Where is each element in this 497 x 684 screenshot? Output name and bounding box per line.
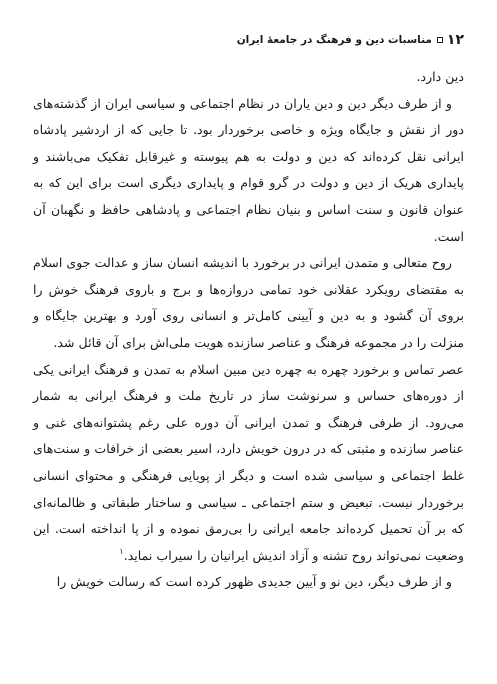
paragraph-text: و از طرف دیگر، دین نو و آیین جدیدی ظهور کرده است که رسالت خویش را xyxy=(56,574,452,590)
paragraph xyxy=(33,64,464,91)
footnote-reference[interactable]: ۱ xyxy=(119,546,124,556)
square-bullet-icon xyxy=(437,37,443,43)
body-text xyxy=(33,64,464,596)
running-title: مناسبات دین و فرهنگ در جامعهٔ ایران xyxy=(236,34,432,46)
paragraph xyxy=(33,250,464,356)
paragraph xyxy=(33,357,464,570)
page-number: ۱۲ xyxy=(446,32,464,48)
paragraph xyxy=(33,569,464,596)
paragraph-text: روح متعالی و متمدن ایرانی در برخورد با اندیشه انسان ساز و عدالت جوی اسلام به مقتضای رویکرد عقلانی خود تمامی دروازه‌ها و برج و باروی فرهنگ خوش را بروی آن گشود و به دین و آیینی کامل‌تر و انسانی روی آورد و بهترین جایگاه و منزلت را در مجموعه فرهنگ و عناصر سازنده هویت ملی‌اش برای آن قائل شد. xyxy=(33,255,464,350)
paragraph-text: دین دارد. xyxy=(416,69,464,84)
running-header xyxy=(33,30,464,50)
paragraph-text: عصر تماس و برخورد چهره به چهره دین مبین اسلام به تمدن و فرهنگ ایرانی یکی از دوره‌های حساس و سرنوشت ساز در تاریخ ملت و فرهنگ ایرانی به شمار می‌رود. از طرفی فرهنگ و تمدن ایرانی آن دوره علی رغم پشتوانه‌های غنی و عناصر سازنده و مثبتی که در درون خویش دارد، اسیر بعضی از خرافات و سنت‌های غلط اجتماعی و سیاسی شده است و دیگر از پویایی فرهنگی و محتوای انسانی برخوردار نیست. تبعیض و ستم اجتماعی ـ سیاسی و ساختار طبقاتی و ظالمانه‌ای که بر آن تحمیل کرده‌اند جامعه ایرانی را بی‌رمق نموده و از پا انداخته است. این وضعیت نمی‌تواند روح تشنه و آزاد اندیش ایرانیان را سیراب نماید. xyxy=(33,361,464,563)
paragraph xyxy=(33,91,464,251)
paragraph-text: و از طرف دیگر دین و دین یاران در نظام اجتماعی و سیاسی ایران از گذشته‌های دور از نقش و جایگاه ویژه و خاصی برخوردار بود. تا جایی که از اردشیر پادشاه ایرانی نقل کرده‌اند که دین و دولت به هم پیوسته و غیرقابل تفکیک می‌باشند و پایداری هریک از دین و دولت در گرو قوام و پایداری دیگری است برای این که به عنوان قانون و سنت اساس و بنیان نظام اجتماعی و پادشاهی حافظ و نگهبان آن است. xyxy=(33,95,464,244)
